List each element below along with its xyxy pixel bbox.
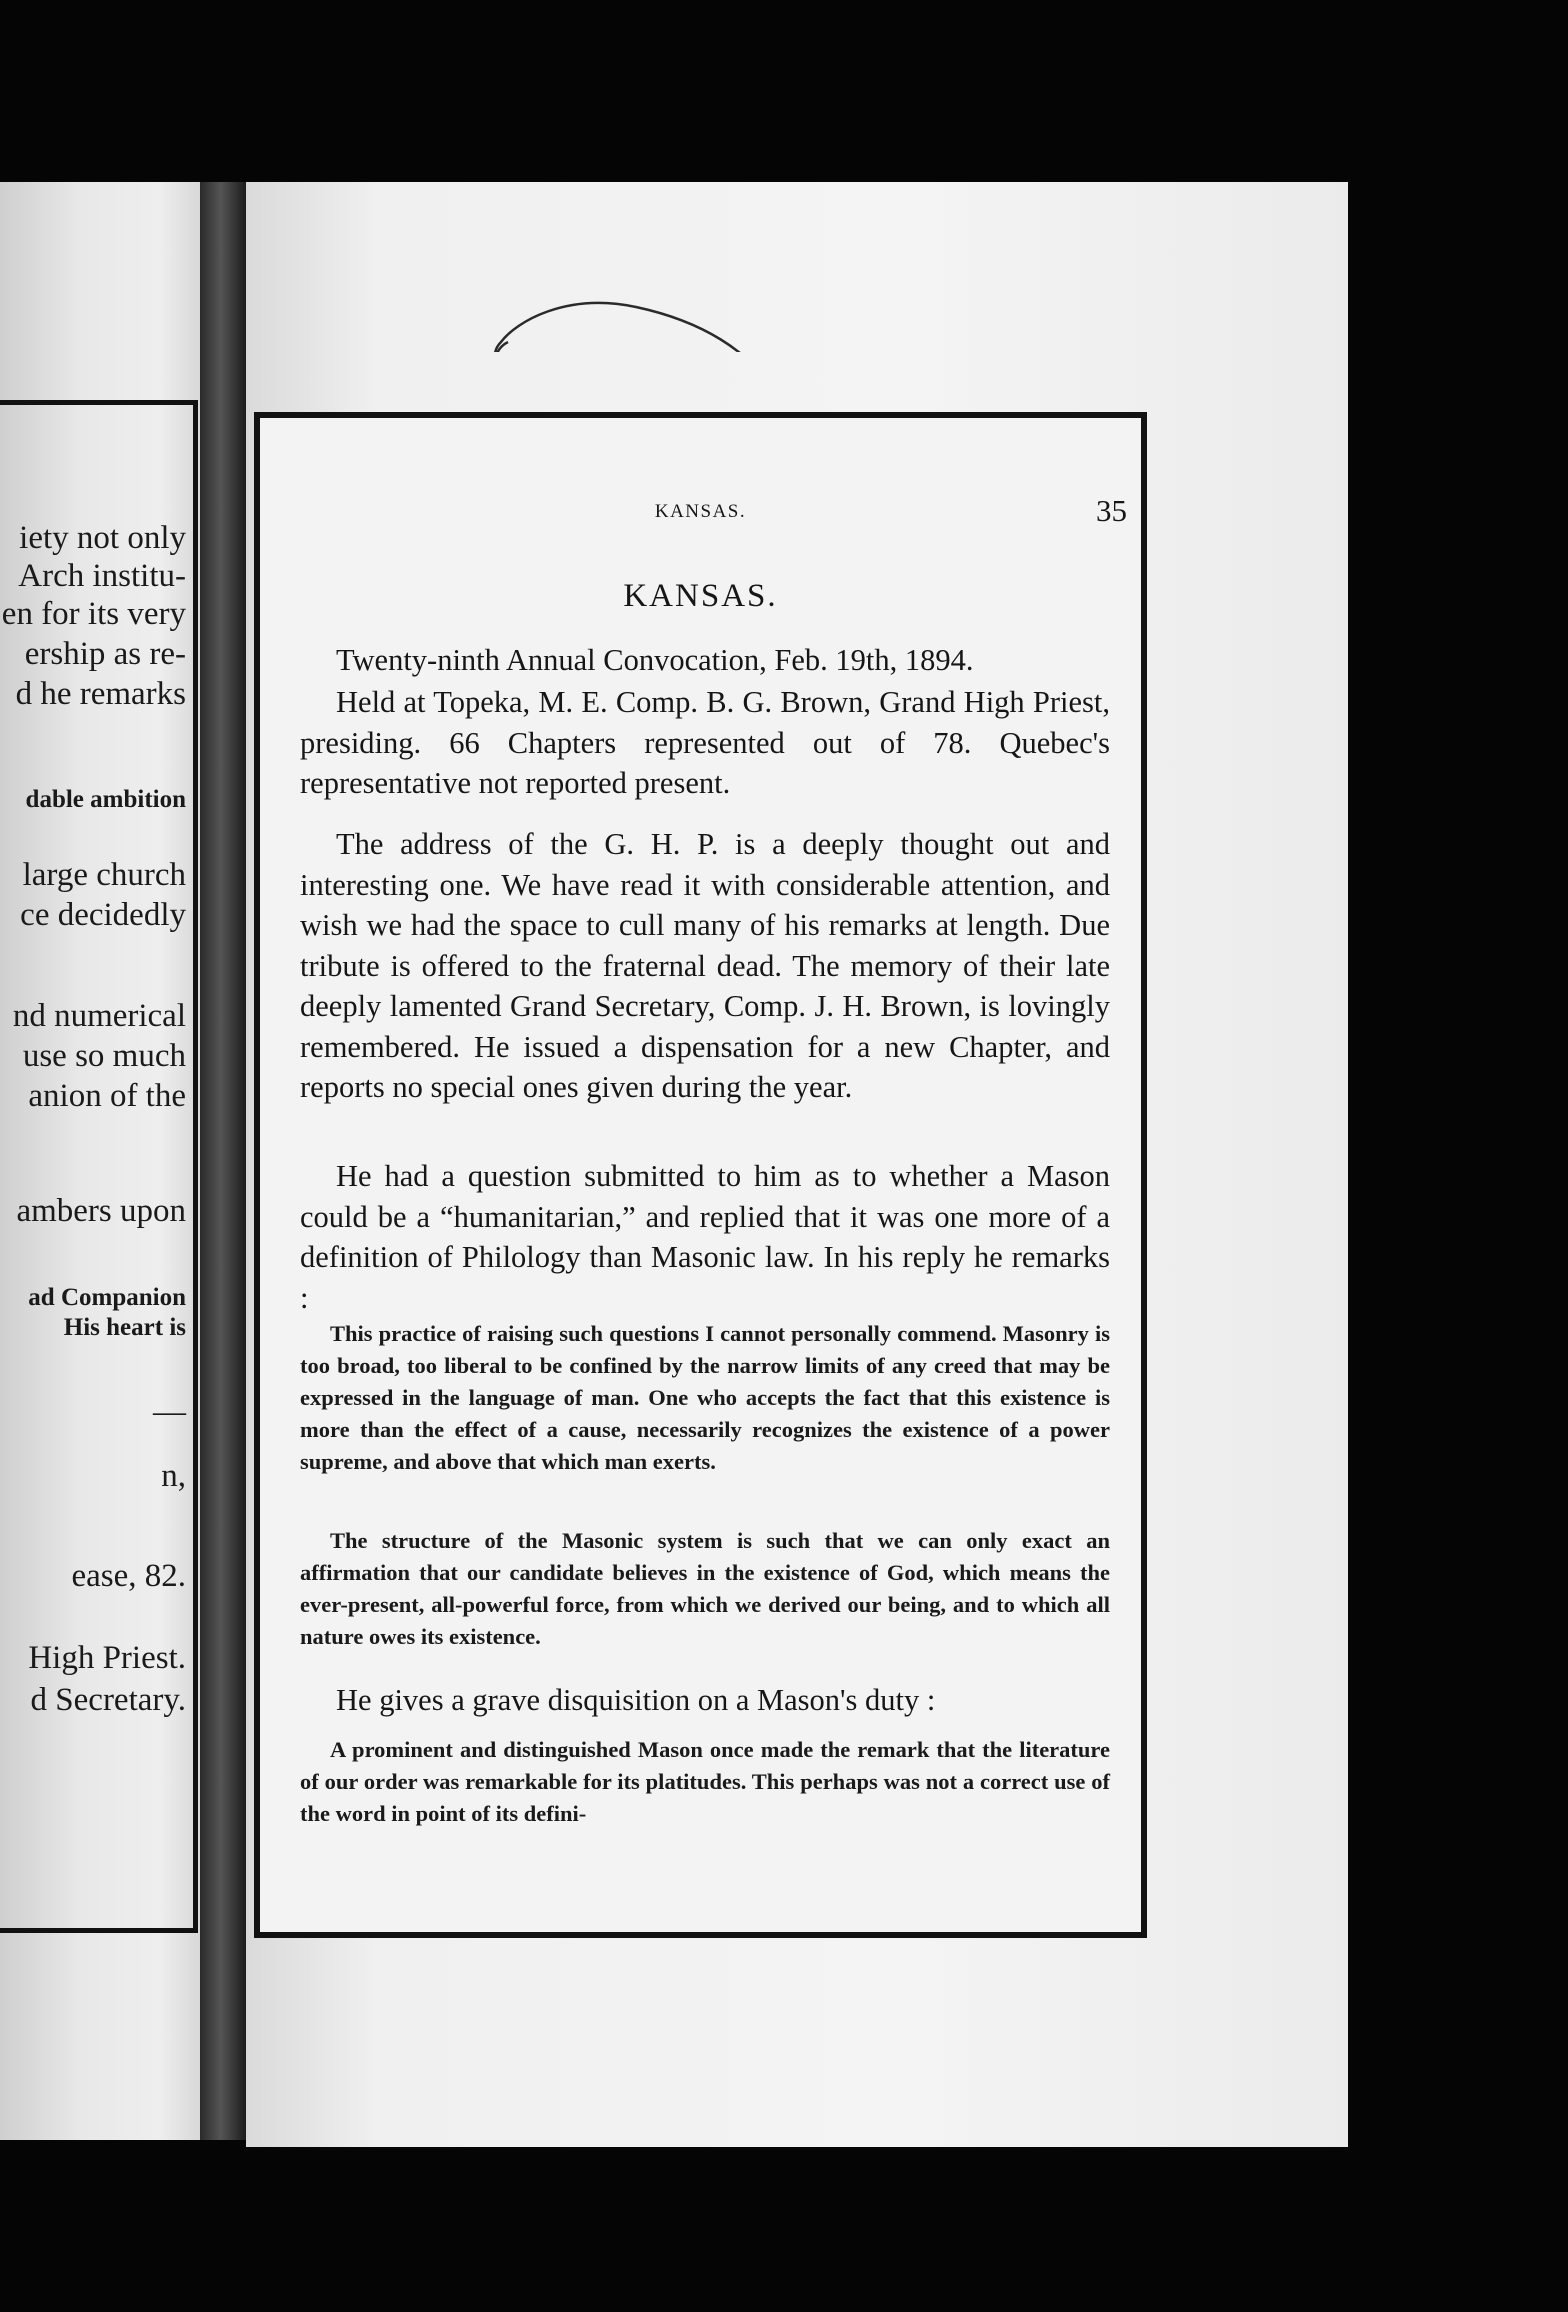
- paragraph-question: He had a question submitted to him as to whether a Mason could be a “humanitarian,” and replied that it was one more of a definition of Philology than Masonic law. In his reply he remarks :: [300, 1159, 1110, 1315]
- page-number: 35: [1096, 493, 1127, 528]
- left-page-line: ad Companion: [28, 1284, 186, 1311]
- paragraph-convocation: Twenty-ninth Annual Convocation, Feb. 19th, 1894.: [336, 643, 974, 677]
- paragraph-held-at: Held at Topeka, M. E. Comp. B. G. Brown, Grand High Priest, presiding. 66 Chapters represented out of 78. Quebec's representative not reported present.: [300, 685, 1110, 800]
- left-page-line: use so much: [22, 1038, 186, 1074]
- page-border-frame: [254, 412, 1147, 1938]
- right-page: [246, 182, 1348, 2147]
- left-page-line: —: [153, 1394, 186, 1430]
- left-page-line: ce decidedly: [20, 897, 186, 933]
- left-page-line: dable ambition: [25, 786, 186, 813]
- left-page: [0, 182, 200, 2140]
- left-page-line: large church: [22, 857, 186, 893]
- left-page-line: d Secretary.: [30, 1682, 186, 1718]
- pencil-scribble: [436, 202, 996, 352]
- quote-structure: The structure of the Masonic system is such that we can only exact an affirmation that our candidate believes in the existence of God, which means the ever-present, all-powerful force, from which we derived our being, and to which all nature owes its existence.: [300, 1528, 1110, 1649]
- running-head: KANSAS.: [654, 501, 747, 522]
- left-page-line: ership as re-: [24, 636, 186, 672]
- left-page-line: en for its very: [1, 596, 186, 632]
- paragraph-address: The address of the G. H. P. is a deeply thought out and interesting one. We have read it with considerable attention, and wish we had the space to cull many of his remarks at length. Due tribute is offered to the fraternal dead. The memory of their late deeply lamented Grand Secretary, Comp. J. H. Brown, is lovingly remembered. He issued a dispensation for a new Chapter, and reports no special ones given during the year.: [300, 827, 1110, 1104]
- left-page-line: n,: [161, 1458, 186, 1494]
- quote-platitudes: A prominent and distinguished Mason once made the remark that the literature of our order was remarkable for its platitudes. This perhaps was not a correct use of the word in point of its defini-: [300, 1737, 1110, 1826]
- left-page-line: ambers upon: [16, 1193, 186, 1229]
- duty-line: He gives a grave disquisition on a Mason's duty :: [336, 1683, 936, 1717]
- left-page-line: Arch institu-: [18, 558, 186, 594]
- left-page-line: d he remarks: [15, 676, 186, 712]
- left-page-line: High Priest.: [28, 1640, 186, 1676]
- left-page-line: anion of the: [28, 1078, 186, 1114]
- left-page-line: iety not only: [19, 520, 186, 556]
- section-title: KANSAS.: [623, 578, 778, 614]
- left-page-line: nd numerical: [12, 998, 186, 1034]
- book-gutter: [200, 182, 246, 2140]
- left-page-line: His heart is: [63, 1314, 186, 1341]
- quote-practice: This practice of raising such questions I cannot personally commend. Masonry is too broad, too liberal to be confined by the narrow limits of any creed that may be expressed in the language of man. One who accepts the fact that this existence is more than the effect of a cause, necessarily recognizes the existence of a power supreme, and above that which man exerts.: [300, 1321, 1110, 1474]
- left-page-line: ease, 82.: [71, 1558, 186, 1594]
